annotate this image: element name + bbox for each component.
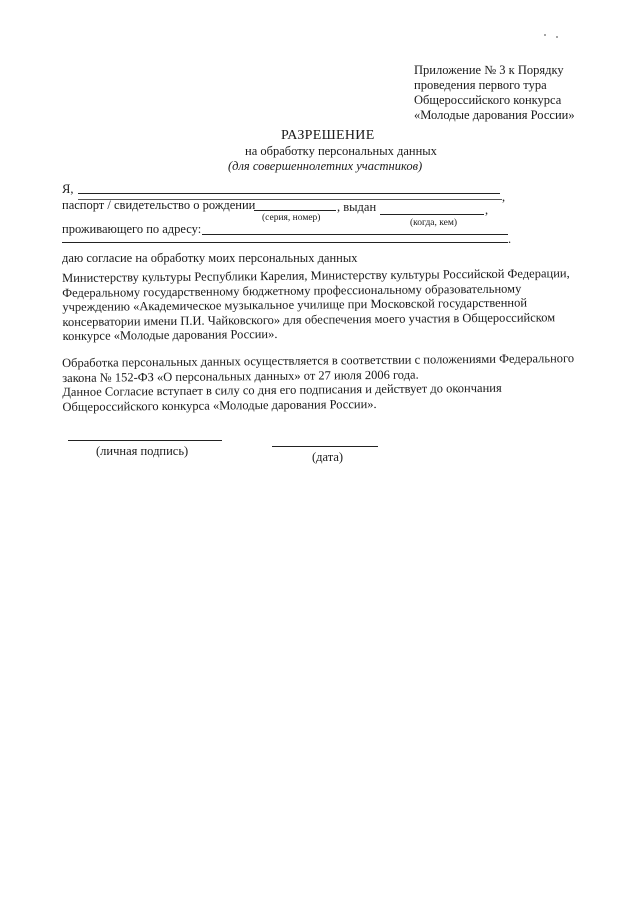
address-field-line[interactable] (202, 234, 508, 235)
ministries-line: конкурсе «Молодые дарования России». (62, 326, 278, 343)
issued-comma: , (485, 203, 489, 217)
passport-label: паспорт / свидетельство о рождении (62, 198, 256, 212)
document-subtitle: на обработку персональных данных (245, 144, 437, 158)
date-line[interactable] (272, 446, 378, 447)
appendix-line-1: Приложение № 3 к Порядку (414, 63, 564, 77)
processing-line: Общероссийского конкурса «Молодые дарования России». (62, 396, 377, 414)
consent-text: даю согласие на обработку моих персональных данных (62, 251, 358, 265)
series-hint: (серия, номер) (262, 213, 321, 223)
appendix-line-3: Общероссийского конкурса (414, 93, 562, 107)
scan-speck (556, 36, 558, 38)
ministries-line: Федеральному государственному бюджетному профессиональному образовательному (62, 281, 522, 300)
i-label: Я, (62, 182, 74, 196)
issued-by-field-line[interactable] (380, 214, 484, 215)
name-field-line[interactable] (78, 193, 500, 194)
ministries-line: учреждению «Академическое музыкальное училище при Московской государственной (62, 295, 528, 314)
processing-paragraph (62, 351, 581, 414)
ministries-paragraph (62, 266, 581, 343)
address-end-dot: . (508, 232, 512, 246)
processing-line: Обработка персональных данных осуществляется в соответствии с положениями Федерального (62, 351, 575, 370)
ministries-line: консерватории имени П.И. Чайковского» для обеспечения моего участия в Общероссийском (62, 309, 556, 329)
processing-line: закона № 152-ФЗ «О персональных данных» от 27 июля 2006 года. (62, 367, 419, 385)
signature-line[interactable] (68, 440, 222, 441)
date-label: (дата) (312, 450, 344, 464)
name-field-line-2[interactable] (78, 199, 502, 200)
ministries-line: Министерству культуры Республики Карелия, Министерству культуры Российской Федерации, (62, 266, 570, 285)
name-line-end-comma: , (502, 190, 506, 204)
scan-speck (544, 34, 546, 36)
address-label: проживающего по адресу: (62, 222, 202, 236)
appendix-line-4: «Молодые дарования России» (414, 108, 575, 122)
appendix-line-2: проведения первого тура (414, 78, 547, 92)
passport-series-field-line[interactable] (254, 210, 336, 211)
signature-label: (личная подпись) (96, 444, 189, 458)
document-title: РАЗРЕШЕНИЕ (281, 128, 375, 143)
processing-line: Данное Согласие вступает в силу со дня его подписания и действует до окончания (62, 380, 502, 399)
issued-label: , выдан (337, 200, 377, 214)
when-hint: (когда, кем) (410, 218, 458, 228)
document-subtitle-note: (для совершеннолетних участников) (228, 159, 423, 173)
address-field-line-2[interactable] (62, 242, 508, 243)
